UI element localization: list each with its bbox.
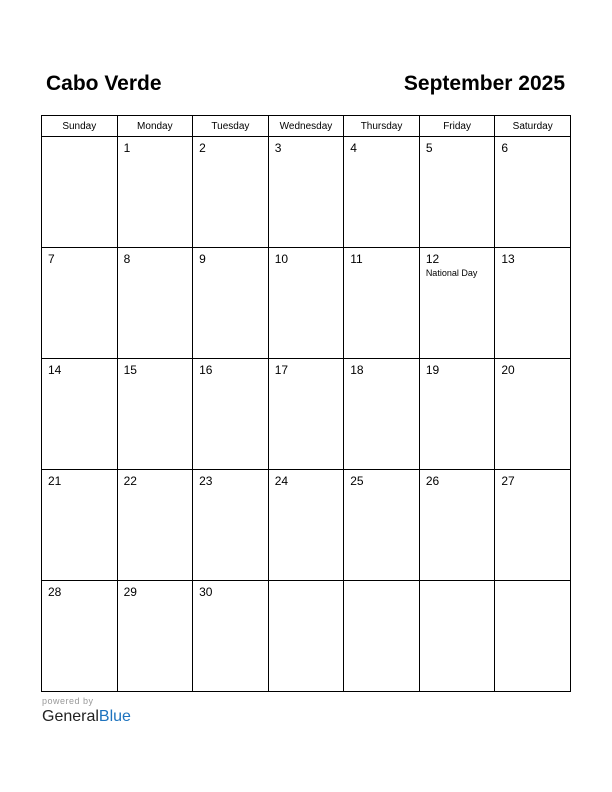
generalblue-logo[interactable] — [42, 707, 131, 727]
day-cell — [268, 359, 344, 470]
day-cell — [495, 359, 571, 470]
day-number: 11 — [350, 252, 363, 266]
weekday-thursday: Thursday — [344, 116, 420, 137]
day-number: 7 — [48, 252, 55, 266]
day-number: 8 — [123, 252, 131, 266]
day-cell — [42, 470, 118, 581]
weekday-friday: Friday — [419, 116, 495, 137]
day-cell — [344, 581, 420, 692]
weekday-header-row — [42, 116, 571, 137]
day-cell — [193, 581, 269, 692]
day-number: 3 — [274, 141, 282, 155]
day-cell — [419, 248, 495, 359]
day-cell — [344, 137, 420, 248]
day-number: 4 — [350, 141, 357, 155]
country-title: Cabo Verde — [46, 72, 162, 95]
day-cell — [268, 137, 344, 248]
day-number: 2 — [199, 141, 206, 155]
day-cell — [193, 248, 269, 359]
day-number: 12 — [425, 252, 440, 266]
day-cell — [268, 248, 344, 359]
day-number: 24 — [274, 474, 289, 488]
day-number: 15 — [123, 363, 137, 377]
calendar-body — [42, 137, 571, 692]
day-cell — [495, 137, 571, 248]
week-row — [42, 470, 571, 581]
day-number: 28 — [48, 585, 62, 599]
week-row — [42, 137, 571, 248]
day-cell — [42, 137, 118, 248]
day-cell — [419, 470, 495, 581]
day-cell — [117, 470, 193, 581]
day-cell — [117, 359, 193, 470]
month-year-title: September 2025 — [403, 72, 565, 95]
day-cell — [344, 470, 420, 581]
day-cell — [268, 470, 344, 581]
day-number: 18 — [350, 363, 364, 377]
day-number: 6 — [501, 141, 509, 155]
day-number: 1 — [123, 141, 131, 155]
day-cell — [193, 359, 269, 470]
weekday-saturday: Saturday — [495, 116, 571, 137]
week-row — [42, 359, 571, 470]
weekday-monday: Monday — [117, 116, 193, 137]
day-number: 5 — [425, 141, 433, 155]
calendar-grid — [41, 115, 571, 692]
day-cell — [193, 470, 269, 581]
powered-by-text: powered by — [42, 696, 94, 706]
weekday-sunday: Sunday — [42, 116, 118, 137]
brand-general: General — [42, 708, 99, 725]
day-number: 10 — [274, 252, 289, 266]
day-number: 17 — [274, 363, 289, 377]
day-cell — [42, 248, 118, 359]
day-cell — [419, 137, 495, 248]
day-number: 23 — [199, 474, 213, 488]
day-cell — [419, 359, 495, 470]
day-number: 19 — [425, 363, 440, 377]
day-number: 30 — [199, 585, 213, 599]
day-number: 25 — [350, 474, 364, 488]
day-cell — [419, 581, 495, 692]
weekday-wednesday: Wednesday — [268, 116, 344, 137]
day-cell — [42, 581, 118, 692]
day-cell — [495, 581, 571, 692]
day-number: 21 — [48, 474, 62, 488]
footer — [42, 696, 131, 727]
day-cell — [495, 248, 571, 359]
day-cell — [193, 137, 269, 248]
week-row — [42, 581, 571, 692]
day-number: 27 — [501, 474, 515, 488]
day-cell — [42, 359, 118, 470]
day-cell — [344, 359, 420, 470]
weekday-tuesday: Tuesday — [193, 116, 269, 137]
week-row — [42, 248, 571, 359]
day-cell — [117, 248, 193, 359]
day-number: 26 — [425, 474, 440, 488]
day-number: 29 — [123, 585, 137, 599]
day-number: 20 — [501, 363, 515, 377]
day-cell — [495, 470, 571, 581]
holiday-label: National Day — [425, 268, 478, 278]
day-number: 22 — [123, 474, 137, 488]
brand-blue: Blue — [98, 708, 131, 725]
day-number: 16 — [199, 363, 213, 377]
day-cell — [117, 137, 193, 248]
day-cell — [117, 581, 193, 692]
day-cell — [344, 248, 420, 359]
day-number: 9 — [199, 252, 206, 266]
day-number: 14 — [48, 363, 62, 377]
day-cell — [268, 581, 344, 692]
day-number: 13 — [501, 252, 515, 266]
